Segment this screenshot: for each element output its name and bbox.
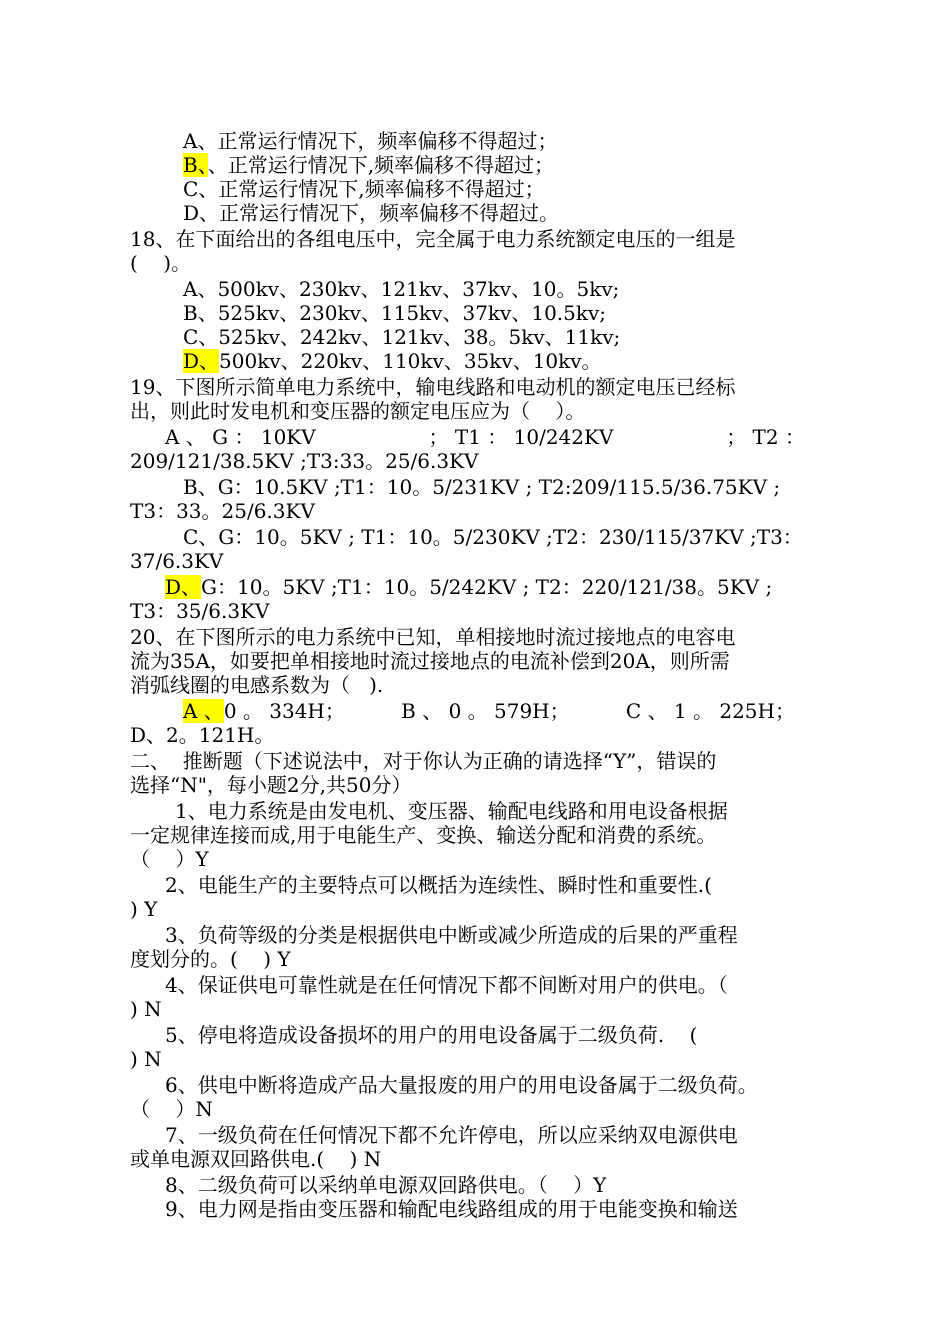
- answer-highlight: A 、: [183, 699, 224, 723]
- tf-item-2: 2、电能生产的主要特点可以概括为连续性、瞬时性和重要性.(: [165, 873, 712, 897]
- q19-stem-cont: 出，则此时发电机和变压器的额定电压应为（ ）。: [130, 399, 586, 423]
- q17-option-a: A、正常运行情况下，频率偏移不得超过；: [183, 129, 558, 153]
- q20-options: A 、0 。 334H； B 、 0 。 579H； C 、 1 。 225H；: [183, 699, 795, 723]
- q19-option-b-cont: T3：33。25/6.3KV: [130, 499, 315, 523]
- q19-option-a: A 、 G ： 10KV ； T1 ： 10/242KV ； T2 ：: [165, 425, 805, 449]
- q19-stem: 19、下图所示简单电力系统中，输电线路和电动机的额定电压已经标: [130, 375, 736, 399]
- q19-option-d-cont: T3：35/6.3KV: [130, 599, 270, 623]
- section-heading: 二、 推断题（下述说法中，对于你认为正确的请选择“Y”，错误的: [130, 749, 717, 773]
- q19-option-c: C、G：10。5KV ; T1：10。5/230KV ;T2：230/115/37KV ;T3：: [183, 525, 803, 549]
- tf-item-5-answer: ) N: [130, 1047, 162, 1071]
- answer-highlight: D、: [165, 575, 202, 599]
- tf-item-3: 3、负荷等级的分类是根据供电中断或减少所造成的后果的严重程: [165, 923, 738, 947]
- q19-option-c-cont: 37/6.3KV: [130, 549, 224, 573]
- q18-option-c: C、525kv、242kv、121kv、38。5kv、11kv;: [183, 325, 621, 349]
- q17-option-b: B、、正常运行情况下,频率偏移不得超过；: [183, 153, 555, 177]
- tf-item-7-answer: 或单电源双回路供电.( ) N: [130, 1147, 382, 1171]
- q19-option-a-cont: 209/121/38.5KV ;T3:33。25/6.3KV: [130, 449, 479, 473]
- q20-stem-cont: 流为35A，如要把单相接地时流过接地点的电流补偿到20A，则所需: [130, 649, 730, 673]
- q18-stem: 18、在下面给出的各组电压中，完全属于电力系统额定电压的一组是: [130, 227, 736, 251]
- q17-option-c: C、正常运行情况下,频率偏移不得超过；: [183, 177, 545, 201]
- q18-stem-cont: ( )。: [130, 251, 192, 275]
- tf-item-1-answer: （ ）Y: [130, 847, 209, 871]
- q18-option-b: B、525kv、230kv、115kv、37kv、10.5kv;: [183, 301, 607, 325]
- q18-option-a: A、500kv、230kv、121kv、37kv、10。5kv;: [183, 277, 620, 301]
- q20-option-d: D、2。121H。: [130, 723, 275, 747]
- tf-item-4: 4、保证供电可靠性就是在任何情况下都不间断对用户的供电。（: [165, 973, 728, 997]
- tf-item-1-cont: 一定规律连接而成,用于电能生产、变换、输送分配和消费的系统。: [130, 823, 717, 847]
- tf-item-3-answer: 度划分的。( ) Y: [130, 947, 291, 971]
- tf-item-9: 9、电力网是指由变压器和输配电线路组成的用于电能变换和输送: [165, 1197, 738, 1221]
- section-heading-cont: 选择“N"，每小题2分,共50分）: [130, 773, 412, 797]
- answer-highlight: B: [183, 153, 198, 177]
- tf-item-6-answer: （ ）N: [130, 1097, 213, 1121]
- tf-item-1: 1、电力系统是由发电机、变压器、输配电线路和用电设备根据: [175, 799, 728, 823]
- tf-item-7: 7、一级负荷在任何情况下都不允许停电，所以应采纳双电源供电: [165, 1123, 738, 1147]
- tf-item-4-answer: ) N: [130, 997, 162, 1021]
- tf-item-8: 8、二级负荷可以采纳单电源双回路供电。（ ）Y: [165, 1173, 607, 1197]
- q20-stem-cont: 消弧线圈的电感系数为（ ).: [130, 673, 384, 697]
- q18-option-d: D、500kv、220kv、110kv、35kv、10kv。: [183, 349, 602, 373]
- q20-stem: 20、在下图所示的电力系统中已知，单相接地时流过接地点的电容电: [130, 625, 736, 649]
- tf-item-6: 6、供电中断将造成产品大量报废的用户的用电设备属于二级负荷。: [165, 1073, 758, 1097]
- q19-option-b: B、G：10.5KV ;T1：10。5/231KV ; T2:209/115.5/36.75KV ;: [183, 475, 781, 499]
- answer-highlight: D、: [183, 349, 220, 373]
- q19-option-d: D、G：10。5KV ;T1：10。5/242KV ; T2：220/121/38。5KV ;: [165, 575, 773, 599]
- tf-item-5: 5、停电将造成设备损坏的用户的用电设备属于二级负荷. (: [165, 1023, 698, 1047]
- tf-item-2-answer: ) Y: [130, 897, 158, 921]
- q17-option-d: D、正常运行情况下，频率偏移不得超过。: [183, 201, 560, 225]
